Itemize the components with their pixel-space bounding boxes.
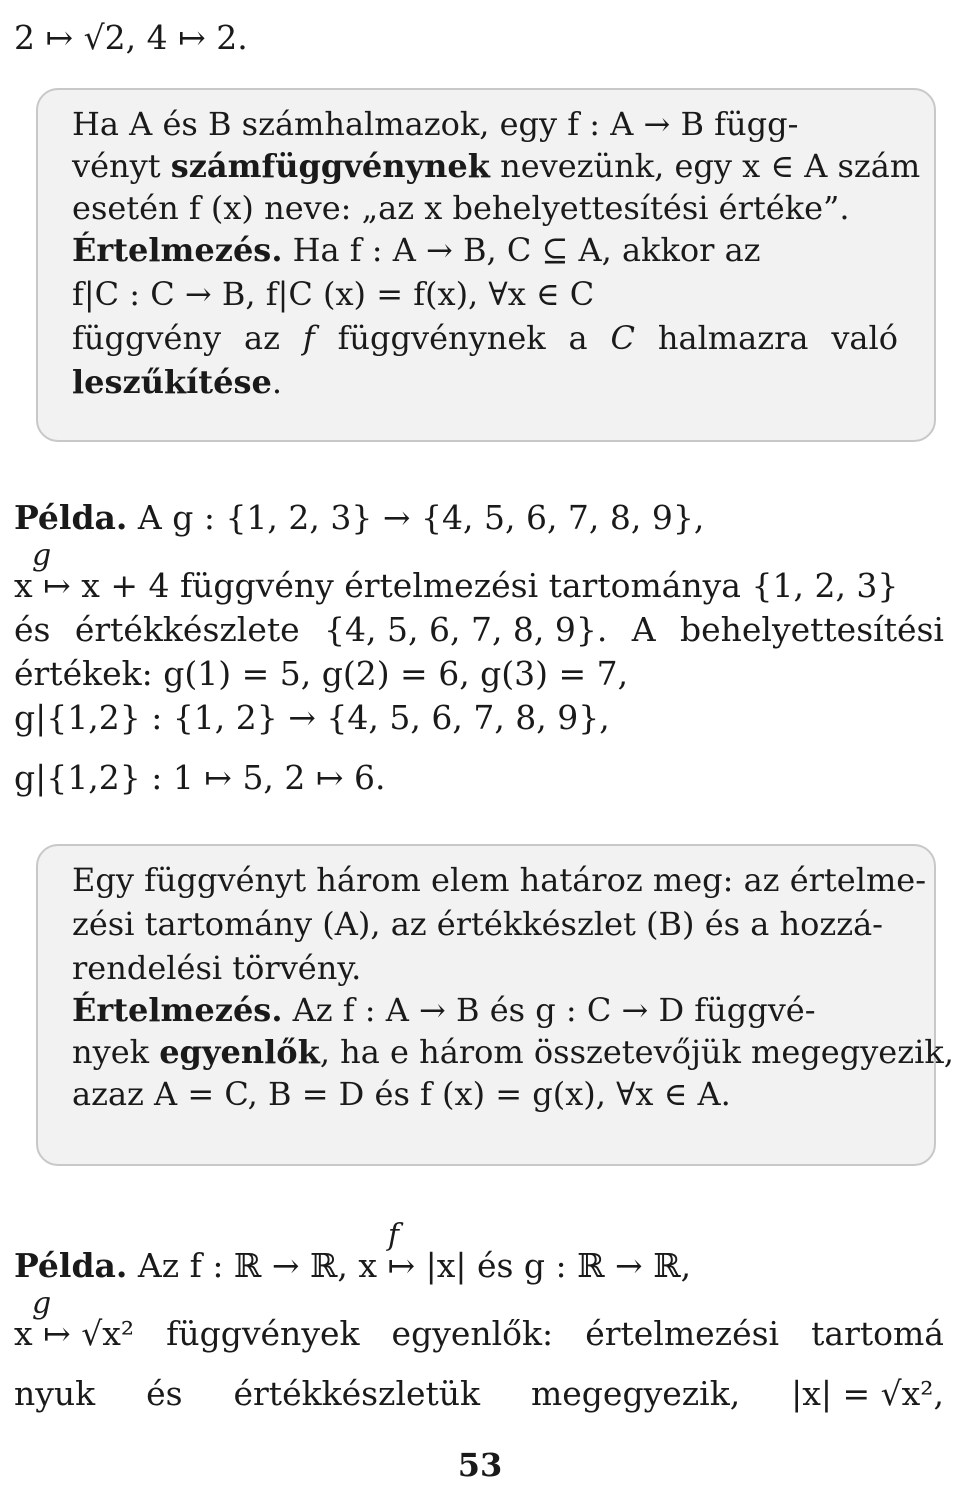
example1-line3 <box>14 610 944 650</box>
word: behelyettesítési <box>679 610 944 649</box>
word: f <box>302 319 315 357</box>
example2-line1 <box>14 1218 692 1286</box>
box1-line1: Ha A és B számhalmazok, egy f : A → B függ- <box>72 105 799 143</box>
word: értékkészlete <box>74 610 300 649</box>
box1-line7 <box>72 362 282 402</box>
map-label-g: g <box>32 538 52 573</box>
mapsto-with-label <box>137 1218 692 1286</box>
box2-line1: Egy függvényt három elem határoz meg: az értelme- <box>72 861 927 899</box>
term-szamfuggveny: számfüggvénynek <box>170 147 490 185</box>
map-label-g: g <box>32 1286 52 1321</box>
word: nyuk <box>14 1374 96 1413</box>
word: egyenlők: <box>391 1314 554 1353</box>
term-egyenlok: egyenlők <box>159 1033 320 1071</box>
word: értelmezési <box>585 1314 780 1353</box>
mapsto-with-label <box>14 538 899 606</box>
text: , ha e három összetevőjük megegyezik, <box>319 1033 954 1071</box>
word: tartomá <box>811 1314 944 1353</box>
word: megegyezik, <box>530 1374 741 1413</box>
box2-line5 <box>72 1032 954 1072</box>
text: Ha f : A → B, C ⊆ A, akkor az <box>292 231 761 269</box>
mapsto-with-label <box>14 1286 135 1354</box>
definition-box-equality <box>36 844 954 1166</box>
label-ertelmezes: Értelmezés. <box>72 231 283 269</box>
map-label-f: f <box>387 1218 400 1253</box>
text: nyek <box>72 1033 160 1071</box>
word: C <box>610 319 635 357</box>
text: Az f : ℝ → ℝ, x ↦ |x| és g : ℝ → ℝ, <box>137 1246 692 1285</box>
term-leszukites: leszűkítése <box>72 363 272 401</box>
label-pelda: Példa. <box>14 1246 128 1285</box>
definition-box-restriction <box>36 88 936 442</box>
box2-line4 <box>72 990 816 1030</box>
word: {4, 5, 6, 7, 8, 9}. <box>324 610 608 649</box>
box2-line3: rendelési törvény. <box>72 949 362 987</box>
word: és <box>146 1374 183 1413</box>
word: függvénynek <box>337 319 546 357</box>
text: . <box>271 363 282 401</box>
word: a <box>568 319 588 357</box>
example2-line2 <box>14 1286 944 1354</box>
word: függvény <box>72 319 222 357</box>
box1-line5: f|C : C → B, f|C (x) = f(x), ∀x ∈ C <box>72 275 595 313</box>
example1-line4: értékek: g(1) = 5, g(2) = 6, g(3) = 7, <box>14 654 629 693</box>
text: nevezünk, egy x ∈ A szám <box>489 147 921 185</box>
word: x ↦ √x² <box>14 1314 135 1353</box>
word: való <box>831 319 898 357</box>
box1-line3: esetén f (x) neve: „az x behelyettesítési értéke”. <box>72 189 850 227</box>
word: halmazra <box>657 319 809 357</box>
box1-line2 <box>72 146 920 186</box>
box1-line4 <box>72 230 761 270</box>
word: |x| = √x², <box>791 1374 944 1413</box>
word: az <box>244 319 280 357</box>
example2-line3 <box>14 1374 944 1414</box>
label-pelda: Példa. <box>14 498 128 537</box>
example1-line6: g|{1,2} : 1 ↦ 5, 2 ↦ 6. <box>14 758 386 797</box>
box1-line6 <box>72 318 898 358</box>
word: függvények <box>166 1314 360 1353</box>
example1-line2 <box>14 538 899 606</box>
page-number: 53 <box>457 1446 503 1484</box>
top-line: 2 ↦ √2, 4 ↦ 2. <box>14 18 248 57</box>
example1-line5: g|{1,2} : {1, 2} → {4, 5, 6, 7, 8, 9}, <box>14 698 610 737</box>
word: A <box>631 610 656 649</box>
label-ertelmezes: Értelmezés. <box>72 991 283 1029</box>
box2-line2: zési tartomány (A), az értékkészlet (B) és a hozzá- <box>72 905 883 943</box>
text: vényt <box>72 147 171 185</box>
word: értékkészletük <box>233 1374 481 1413</box>
example1-line1 <box>14 498 704 538</box>
text: x ↦ x + 4 függvény értelmezési tartománya {1, 2, 3} <box>14 566 899 605</box>
text: A g : {1, 2, 3} → {4, 5, 6, 7, 8, 9}, <box>127 498 705 537</box>
word: és <box>14 610 51 649</box>
box2-line6: azaz A = C, B = D és f (x) = g(x), ∀x ∈ A. <box>72 1075 731 1113</box>
text: Az f : A → B és g : C → D függvé- <box>282 991 816 1029</box>
